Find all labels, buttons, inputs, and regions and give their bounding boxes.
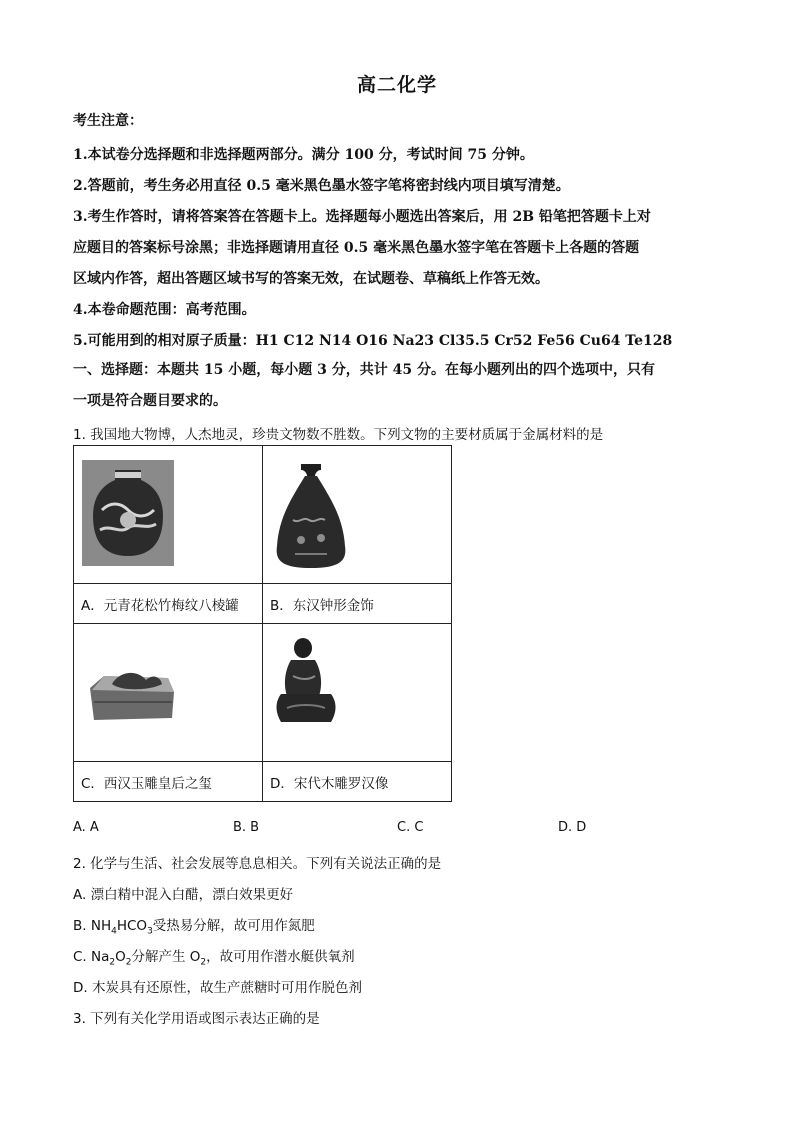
bell-gold-ornament-image [271, 460, 351, 572]
question-3-stem: 3. 下列有关化学用语或图示表达正确的是 [73, 1011, 320, 1027]
note-3-cont-1: 应题目的答案标号涂黑；非选择题请用直径 0.5 毫米黑色墨水签字笔在答题卡上各题的答题 [73, 240, 640, 256]
q2-option-a[interactable]: A. 漂白精中混入白醋，漂白效果更好 [73, 887, 294, 903]
page-title: 高二化学 [356, 74, 437, 96]
q2-c-text-2: O [115, 949, 126, 965]
q2-c-sub-2: 2 [125, 957, 132, 968]
q2-b-sub-2: 3 [147, 926, 153, 937]
cell-c-image [74, 624, 263, 762]
q2-option-c[interactable] [73, 945, 355, 968]
q2-b-sub-1: 4 [111, 926, 117, 937]
q2-c-sub-1: 2 [109, 957, 116, 968]
note-3-cont-2: 区域内作答，超出答题区域书写的答案无效，在试题卷、草稿纸上作答无效。 [73, 271, 549, 287]
note-2: 2.答题前，考生务必用直径 0.5 毫米黑色墨水签字笔将密封线内项目填写清楚。 [73, 178, 570, 194]
q2-b-text-3: 受热易分解，故可用作氮肥 [152, 918, 315, 934]
choice-a[interactable]: A. A [73, 820, 99, 835]
jade-seal-image [84, 658, 178, 728]
question-2-stem: 2. 化学与生活、社会发展等息息相关。下列有关说法正确的是 [73, 856, 442, 872]
notice-heading: 考生注意： [73, 113, 143, 129]
cell-c-label: C．西汉玉雕皇后之玺 [74, 762, 263, 802]
wooden-arhat-statue-image [273, 636, 339, 728]
q2-b-text-1: B. NH [73, 918, 112, 934]
cell-b-image [263, 446, 452, 584]
question-1-table [73, 445, 452, 802]
section-line-2: 一项是符合题目要求的。 [73, 393, 227, 409]
section-line-1: 一、选择题：本题共 15 小题，每小题 3 分，共计 45 分。在每小题列出的四个选项中，只有 [73, 362, 655, 378]
cell-d-image [263, 624, 452, 762]
section-heading [73, 355, 723, 417]
choice-d[interactable]: D. D [558, 820, 587, 835]
note-1: 1.本试卷分选择题和非选择题两部分。满分 100 分，考试时间 75 分钟。 [73, 147, 534, 163]
q2-b-text-2: HCO [116, 918, 148, 934]
choice-c[interactable]: C. C [397, 820, 424, 835]
cell-b-label: B．东汉钟形金饰 [263, 584, 452, 624]
note-5: 5.可能用到的相对原子质量：H1 C12 N14 O16 Na23 Cl35.5 Cr52 Fe56 Cu64 Te128 [73, 333, 673, 349]
q2-option-b[interactable] [73, 914, 315, 937]
q2-c-text-1: C. Na [73, 949, 110, 965]
q2-option-d[interactable]: D. 木炭具有还原性，故生产蔗糖时可用作脱色剂 [73, 980, 362, 996]
note-3: 3.考生作答时，请将答案答在答题卡上。选择题每小题选出答案后，用 2B 铅笔把答题卡上对 [73, 209, 651, 225]
question-1-stem: 1. 我国地大物博，人杰地灵，珍贵文物数不胜数。下列文物的主要材质属于金属材料的是 [73, 427, 604, 443]
note-4: 4.本卷命题范围：高考范围。 [73, 302, 256, 318]
q2-c-sub-3: 2 [200, 957, 207, 968]
choice-b[interactable]: B. B [233, 820, 260, 835]
q2-c-text-3: 分解产生 O [131, 949, 201, 965]
cell-a-label: A．元青花松竹梅纹八棱罐 [74, 584, 263, 624]
porcelain-jar-image [82, 460, 174, 566]
cell-a-image [74, 446, 263, 584]
exam-notes [73, 140, 723, 357]
cell-d-label: D．宋代木雕罗汉像 [263, 762, 452, 802]
q2-c-text-4: ，故可用作潜水艇供氧剂 [206, 949, 355, 965]
